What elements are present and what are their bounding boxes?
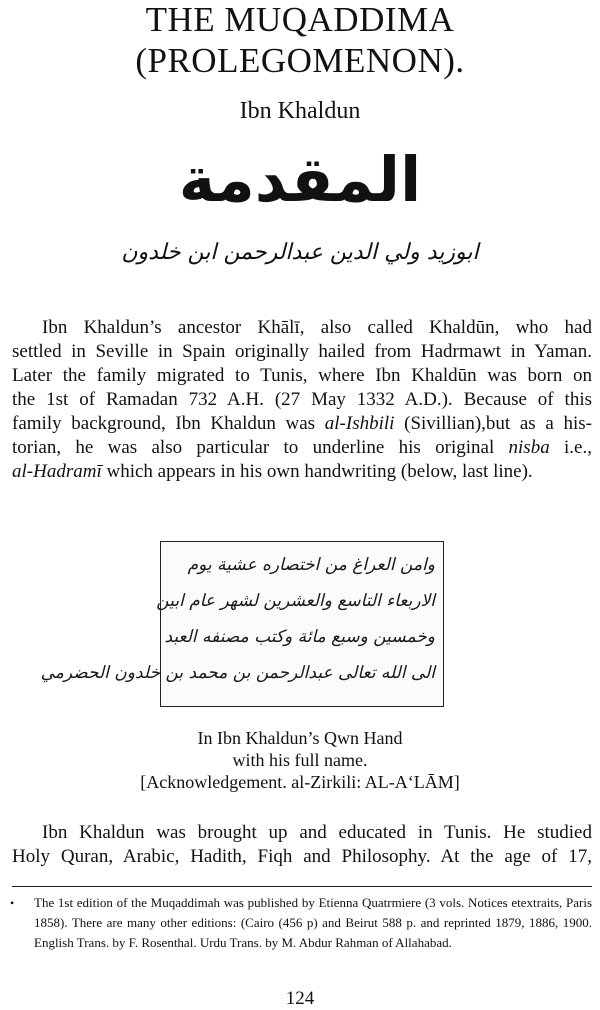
arabic-calligraphy-name: ابوزيد ولي الدين عبدالرحمن ابن خلدون	[121, 240, 479, 265]
text-run: family background, Ibn Khaldun was	[12, 413, 325, 434]
paragraph-line: the 1st of Ramadan 732 A.H. (27 May 1332 A.D.). Because of this	[12, 389, 592, 410]
page-title-line-1: THE MUQADDIMA	[145, 0, 455, 39]
italic-term-nisba: nisba	[508, 437, 550, 458]
paragraph-line: Holy Quran, Arabic, Hadith, Fiqh and Philosophy. At the age of 17,	[12, 846, 592, 867]
body-paragraph-1	[12, 316, 592, 484]
text-run: which appears in his own handwriting (below, last line).	[101, 461, 533, 482]
paragraph-line	[12, 436, 592, 460]
italic-term-al-hadrami: al-Hadramī	[12, 461, 102, 482]
manuscript-line: الاربعاء التاسع والعشرين لشهر عام ابين	[156, 591, 435, 611]
footnote-divider	[12, 886, 592, 887]
paragraph-line: settled in Seville in Spain originally hailed from Hadrmawt in Yaman.	[12, 341, 592, 362]
arabic-calligraphy-title: المقدمة	[178, 143, 422, 216]
figure-caption-line-1: In Ibn Khaldun’s Qwn Hand	[197, 728, 403, 748]
author-name: Ibn Khaldun	[239, 98, 361, 124]
manuscript-line: الى الله تعالى عبدالرحمن بن محمد بن خلدون الحضرمي	[40, 663, 435, 683]
footnote-text: The 1st edition of the Muqaddimah was published by Etienna Quatrmiere (3 vols. Notices etextraits, Paris 1858). There are many other editions: (Cairo (456 p) and Beirut 588 p. and reprinted 1879, 1886, 1900. English Trans. by F. Rosenthal. Urdu Trans. by M. Abdur Rahman of Allahabad.	[34, 895, 592, 950]
page-title-line-2: (PROLEGOMENON).	[135, 41, 465, 80]
text-run: (Sivillian),but as a his-	[394, 413, 592, 434]
paragraph-line: Ibn Khaldun was brought up and educated in Tunis. He studied	[42, 822, 592, 843]
footnote	[10, 893, 592, 953]
manuscript-line: وخمسين وسبع مائة وكتب مصنفه العبد	[164, 627, 435, 647]
manuscript-image	[40, 541, 444, 707]
text-run: torian, he was also particular to underline his original	[12, 437, 509, 458]
footnote-bullet: •	[10, 896, 15, 910]
italic-term-al-ishbili: al-Ishbili	[324, 413, 395, 434]
page-number: 124	[285, 988, 315, 1009]
paragraph-line	[12, 460, 592, 484]
figure-caption-line-3: [Acknowledgement. al-Zirkili: AL-A‘LĀM]	[140, 772, 460, 792]
text-run: i.e.,	[549, 437, 592, 458]
paragraph-line: Ibn Khaldun’s ancestor Khālī, also called Khaldūn, who had	[42, 317, 592, 338]
paragraph-line: Later the family migrated to Tunis, where Ibn Khaldūn was born on	[12, 365, 592, 386]
body-paragraph-2	[12, 821, 592, 869]
paragraph-line	[12, 412, 592, 436]
figure-caption-line-2: with his full name.	[232, 750, 368, 770]
manuscript-line: وامن العراغ من اختصاره عشية يوم	[187, 555, 435, 575]
